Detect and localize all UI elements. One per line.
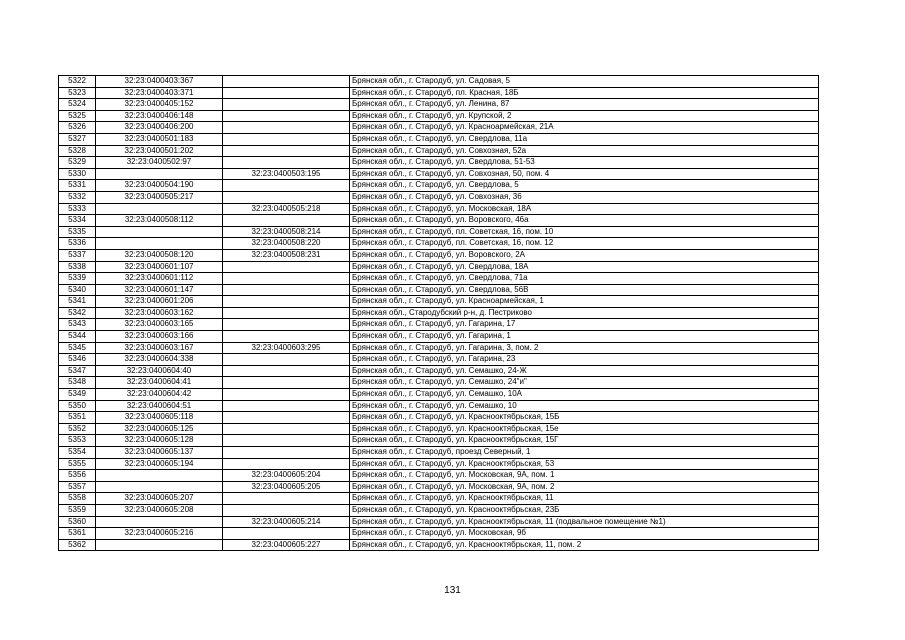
row-number-cell: 5327 <box>59 133 96 145</box>
row-number-cell: 5343 <box>59 319 96 331</box>
address-cell: Брянская обл., г. Стародуб, ул. Свердлова, 11а <box>350 133 819 145</box>
table-row <box>59 157 819 169</box>
room-cadastral-number-cell: 32:23:0400508:231 <box>223 249 350 261</box>
address-cell: Брянская обл., г. Стародуб, ул. Гагарина, 23 <box>350 354 819 366</box>
table-row <box>59 226 819 238</box>
row-number-cell: 5328 <box>59 145 96 157</box>
table-row <box>59 528 819 540</box>
room-cadastral-number-cell: 32:23:0400508:214 <box>223 226 350 238</box>
address-cell: Брянская обл., г. Стародуб, ул. Свердлова, 18А <box>350 261 819 273</box>
row-number-cell: 5331 <box>59 180 96 192</box>
row-number-cell: 5347 <box>59 365 96 377</box>
table-row <box>59 99 819 111</box>
address-cell: Брянская обл., г. Стародуб, ул. Крупской, 2 <box>350 110 819 122</box>
room-cadastral-number-cell <box>223 273 350 285</box>
room-cadastral-number-cell <box>223 458 350 470</box>
cadastral-number-cell: 32:23:0400406:200 <box>96 122 223 134</box>
room-cadastral-number-cell <box>223 504 350 516</box>
cadastral-number-cell: 32:23:0400501:183 <box>96 133 223 145</box>
room-cadastral-number-cell: 32:23:0400508:220 <box>223 238 350 250</box>
room-cadastral-number-cell <box>223 145 350 157</box>
room-cadastral-number-cell <box>223 157 350 169</box>
row-number-cell: 5340 <box>59 284 96 296</box>
address-cell: Брянская обл., г. Стародуб, ул. Свердлова, 5 <box>350 180 819 192</box>
room-cadastral-number-cell <box>223 354 350 366</box>
room-cadastral-number-cell <box>223 191 350 203</box>
address-cell: Брянская обл., г. Стародуб, ул. Красноармейская, 21А <box>350 122 819 134</box>
row-number-cell: 5332 <box>59 191 96 203</box>
address-cell: Брянская обл., г. Стародуб, ул. Краснооктябрьская, 11 (подвальное помещение №1) <box>350 516 819 528</box>
address-cell: Брянская обл., г. Стародуб, ул. Краснооктябрьская, 23Б <box>350 504 819 516</box>
row-number-cell: 5359 <box>59 504 96 516</box>
table-row <box>59 296 819 308</box>
room-cadastral-number-cell <box>223 528 350 540</box>
row-number-cell: 5334 <box>59 215 96 227</box>
address-cell: Брянская обл., г. Стародуб, ул. Краснооктябрьская, 53 <box>350 458 819 470</box>
registry-table-body <box>59 76 819 551</box>
row-number-cell: 5322 <box>59 76 96 88</box>
cadastral-number-cell <box>96 516 223 528</box>
table-row <box>59 493 819 505</box>
room-cadastral-number-cell: 32:23:0400503:195 <box>223 168 350 180</box>
row-number-cell: 5330 <box>59 168 96 180</box>
row-number-cell: 5348 <box>59 377 96 389</box>
address-cell: Брянская обл., г. Стародуб, ул. Свердлова, 51-53 <box>350 157 819 169</box>
cadastral-number-cell: 32:23:0400406:148 <box>96 110 223 122</box>
row-number-cell: 5326 <box>59 122 96 134</box>
address-cell: Брянская обл., г. Стародуб, ул. Совхозная, 36 <box>350 191 819 203</box>
address-cell: Брянская обл., г. Стародуб, ул. Ленина, 87 <box>350 99 819 111</box>
cadastral-number-cell <box>96 539 223 551</box>
cadastral-number-cell: 32:23:0400501:202 <box>96 145 223 157</box>
room-cadastral-number-cell <box>223 400 350 412</box>
cadastral-number-cell: 32:23:0400502:97 <box>96 157 223 169</box>
address-cell: Брянская обл., г. Стародуб, ул. Красноармейская, 1 <box>350 296 819 308</box>
address-cell: Брянская обл., г. Стародуб, ул. Свердлова, 71а <box>350 273 819 285</box>
room-cadastral-number-cell <box>223 365 350 377</box>
row-number-cell: 5351 <box>59 412 96 424</box>
row-number-cell: 5339 <box>59 273 96 285</box>
table-row <box>59 470 819 482</box>
row-number-cell: 5329 <box>59 157 96 169</box>
table-row <box>59 122 819 134</box>
table-row <box>59 447 819 459</box>
address-cell: Брянская обл., г. Стародуб, пл. Красная, 18Б <box>350 87 819 99</box>
address-cell: Брянская обл., г. Стародуб, ул. Краснооктябрьская, 15Б <box>350 412 819 424</box>
address-cell: Брянская обл., г. Стародуб, ул. Семашко, 24-Ж <box>350 365 819 377</box>
address-cell: Брянская обл., г. Стародуб, ул. Семашко, 10 <box>350 400 819 412</box>
cadastral-number-cell: 32:23:0400604:51 <box>96 400 223 412</box>
table-row <box>59 168 819 180</box>
room-cadastral-number-cell: 32:23:0400505:218 <box>223 203 350 215</box>
row-number-cell: 5335 <box>59 226 96 238</box>
row-number-cell: 5325 <box>59 110 96 122</box>
table-row <box>59 76 819 88</box>
cadastral-number-cell: 32:23:0400604:338 <box>96 354 223 366</box>
cadastral-number-cell: 32:23:0400601:107 <box>96 261 223 273</box>
row-number-cell: 5342 <box>59 307 96 319</box>
cadastral-number-cell: 32:23:0400605:216 <box>96 528 223 540</box>
address-cell: Брянская обл., г. Стародуб, ул. Московская, 9А, пом. 2 <box>350 481 819 493</box>
room-cadastral-number-cell <box>223 307 350 319</box>
address-cell: Брянская обл., г. Стародуб, ул. Краснооктябрьская, 15е <box>350 423 819 435</box>
row-number-cell: 5362 <box>59 539 96 551</box>
room-cadastral-number-cell: 32:23:0400605:227 <box>223 539 350 551</box>
address-cell: Брянская обл., г. Стародуб, пл. Советская, 16, пом. 10 <box>350 226 819 238</box>
cadastral-number-cell: 32:23:0400604:40 <box>96 365 223 377</box>
room-cadastral-number-cell <box>223 215 350 227</box>
address-cell: Брянская обл., г. Стародуб, ул. Воровского, 2А <box>350 249 819 261</box>
cadastral-number-cell: 32:23:0400605:137 <box>96 447 223 459</box>
room-cadastral-number-cell: 32:23:0400603:295 <box>223 342 350 354</box>
cadastral-number-cell: 32:23:0400605:125 <box>96 423 223 435</box>
page-number: 131 <box>444 585 461 596</box>
room-cadastral-number-cell <box>223 423 350 435</box>
room-cadastral-number-cell <box>223 284 350 296</box>
row-number-cell: 5324 <box>59 99 96 111</box>
room-cadastral-number-cell <box>223 389 350 401</box>
cadastral-number-cell: 32:23:0400508:112 <box>96 215 223 227</box>
row-number-cell: 5357 <box>59 481 96 493</box>
row-number-cell: 5354 <box>59 447 96 459</box>
row-number-cell: 5338 <box>59 261 96 273</box>
room-cadastral-number-cell <box>223 261 350 273</box>
cadastral-number-cell: 32:23:0400603:167 <box>96 342 223 354</box>
row-number-cell: 5358 <box>59 493 96 505</box>
address-cell: Брянская обл., г. Стародуб, ул. Гагарина, 3, пом. 2 <box>350 342 819 354</box>
property-registry-table <box>58 75 819 551</box>
cadastral-number-cell: 32:23:0400504:190 <box>96 180 223 192</box>
address-cell: Брянская обл., г. Стародуб, ул. Свердлова, 56В <box>350 284 819 296</box>
cadastral-number-cell: 32:23:0400508:120 <box>96 249 223 261</box>
room-cadastral-number-cell: 32:23:0400605:204 <box>223 470 350 482</box>
table-row <box>59 516 819 528</box>
room-cadastral-number-cell <box>223 133 350 145</box>
address-cell: Брянская обл., г. Стародуб, ул. Гагарина, 1 <box>350 331 819 343</box>
row-number-cell: 5341 <box>59 296 96 308</box>
table-row <box>59 389 819 401</box>
table-row <box>59 342 819 354</box>
address-cell: Брянская обл., г. Стародуб, проезд Северный, 1 <box>350 447 819 459</box>
row-number-cell: 5356 <box>59 470 96 482</box>
room-cadastral-number-cell: 32:23:0400605:205 <box>223 481 350 493</box>
row-number-cell: 5336 <box>59 238 96 250</box>
address-cell: Брянская обл., г. Стародуб, ул. Семашко, 24"и" <box>350 377 819 389</box>
address-cell: Брянская обл., г. Стародуб, ул. Воровского, 46а <box>350 215 819 227</box>
cadastral-number-cell: 32:23:0400605:118 <box>96 412 223 424</box>
table-row <box>59 273 819 285</box>
address-cell: Брянская обл., г. Стародуб, ул. Гагарина, 17 <box>350 319 819 331</box>
address-cell: Брянская обл., г. Стародуб, ул. Совхозная, 50, пом. 4 <box>350 168 819 180</box>
table-row <box>59 354 819 366</box>
address-cell: Брянская обл., г. Стародуб, ул. Совхозная, 52а <box>350 145 819 157</box>
cadastral-number-cell <box>96 168 223 180</box>
row-number-cell: 5353 <box>59 435 96 447</box>
row-number-cell: 5360 <box>59 516 96 528</box>
row-number-cell: 5337 <box>59 249 96 261</box>
table-row <box>59 365 819 377</box>
room-cadastral-number-cell <box>223 331 350 343</box>
cadastral-number-cell: 32:23:0400605:207 <box>96 493 223 505</box>
cadastral-number-cell: 32:23:0400403:367 <box>96 76 223 88</box>
cadastral-number-cell: 32:23:0400603:165 <box>96 319 223 331</box>
address-cell: Брянская обл., г. Стародуб, ул. Краснооктябрьская, 11 <box>350 493 819 505</box>
table-row <box>59 423 819 435</box>
table-row <box>59 110 819 122</box>
row-number-cell: 5349 <box>59 389 96 401</box>
room-cadastral-number-cell <box>223 377 350 389</box>
address-cell: Брянская обл., Стародубский р-н, д. Пестриково <box>350 307 819 319</box>
room-cadastral-number-cell <box>223 435 350 447</box>
address-cell: Брянская обл., г. Стародуб, ул. Краснооктябрьская, 11, пом. 2 <box>350 539 819 551</box>
address-cell: Брянская обл., г. Стародуб, ул. Садовая, 5 <box>350 76 819 88</box>
room-cadastral-number-cell <box>223 296 350 308</box>
cadastral-number-cell: 32:23:0400601:112 <box>96 273 223 285</box>
table-row <box>59 412 819 424</box>
cadastral-number-cell: 32:23:0400603:162 <box>96 307 223 319</box>
table-row <box>59 319 819 331</box>
table-row <box>59 145 819 157</box>
room-cadastral-number-cell <box>223 319 350 331</box>
table-row <box>59 133 819 145</box>
cadastral-number-cell: 32:23:0400403:371 <box>96 87 223 99</box>
room-cadastral-number-cell <box>223 493 350 505</box>
cadastral-number-cell: 32:23:0400605:128 <box>96 435 223 447</box>
table-row <box>59 331 819 343</box>
table-row <box>59 87 819 99</box>
cadastral-number-cell: 32:23:0400505:217 <box>96 191 223 203</box>
address-cell: Брянская обл., г. Стародуб, ул. Московская, 18А <box>350 203 819 215</box>
cadastral-number-cell: 32:23:0400601:147 <box>96 284 223 296</box>
cadastral-number-cell <box>96 481 223 493</box>
room-cadastral-number-cell <box>223 447 350 459</box>
table-row <box>59 238 819 250</box>
table-row <box>59 458 819 470</box>
table-row <box>59 180 819 192</box>
room-cadastral-number-cell <box>223 122 350 134</box>
table-row <box>59 249 819 261</box>
cadastral-number-cell <box>96 470 223 482</box>
cadastral-number-cell: 32:23:0400405:152 <box>96 99 223 111</box>
room-cadastral-number-cell: 32:23:0400605:214 <box>223 516 350 528</box>
room-cadastral-number-cell <box>223 76 350 88</box>
room-cadastral-number-cell <box>223 180 350 192</box>
cadastral-number-cell: 32:23:0400603:166 <box>96 331 223 343</box>
table-row <box>59 284 819 296</box>
table-row <box>59 203 819 215</box>
table-row <box>59 215 819 227</box>
row-number-cell: 5355 <box>59 458 96 470</box>
row-number-cell: 5350 <box>59 400 96 412</box>
cadastral-number-cell: 32:23:0400601:206 <box>96 296 223 308</box>
address-cell: Брянская обл., г. Стародуб, ул. Семашко, 10А <box>350 389 819 401</box>
row-number-cell: 5323 <box>59 87 96 99</box>
cadastral-number-cell: 32:23:0400604:42 <box>96 389 223 401</box>
address-cell: Брянская обл., г. Стародуб, ул. Московская, 9б <box>350 528 819 540</box>
cadastral-number-cell <box>96 238 223 250</box>
row-number-cell: 5346 <box>59 354 96 366</box>
row-number-cell: 5345 <box>59 342 96 354</box>
address-cell: Брянская обл., г. Стародуб, пл. Советская, 16, пом. 12 <box>350 238 819 250</box>
cadastral-number-cell: 32:23:0400605:208 <box>96 504 223 516</box>
row-number-cell: 5352 <box>59 423 96 435</box>
address-cell: Брянская обл., г. Стародуб, ул. Краснооктябрьская, 15Г <box>350 435 819 447</box>
cadastral-number-cell <box>96 203 223 215</box>
room-cadastral-number-cell <box>223 99 350 111</box>
table-row <box>59 504 819 516</box>
room-cadastral-number-cell <box>223 87 350 99</box>
room-cadastral-number-cell <box>223 412 350 424</box>
row-number-cell: 5344 <box>59 331 96 343</box>
table-row <box>59 400 819 412</box>
table-row <box>59 377 819 389</box>
table-row <box>59 191 819 203</box>
cadastral-number-cell <box>96 226 223 238</box>
table-row <box>59 539 819 551</box>
cadastral-number-cell: 32:23:0400605:194 <box>96 458 223 470</box>
row-number-cell: 5361 <box>59 528 96 540</box>
room-cadastral-number-cell <box>223 110 350 122</box>
table-row <box>59 261 819 273</box>
cadastral-number-cell: 32:23:0400604:41 <box>96 377 223 389</box>
table-row <box>59 435 819 447</box>
address-cell: Брянская обл., г. Стародуб, ул. Московская, 9А, пом. 1 <box>350 470 819 482</box>
row-number-cell: 5333 <box>59 203 96 215</box>
table-row <box>59 481 819 493</box>
table-row <box>59 307 819 319</box>
